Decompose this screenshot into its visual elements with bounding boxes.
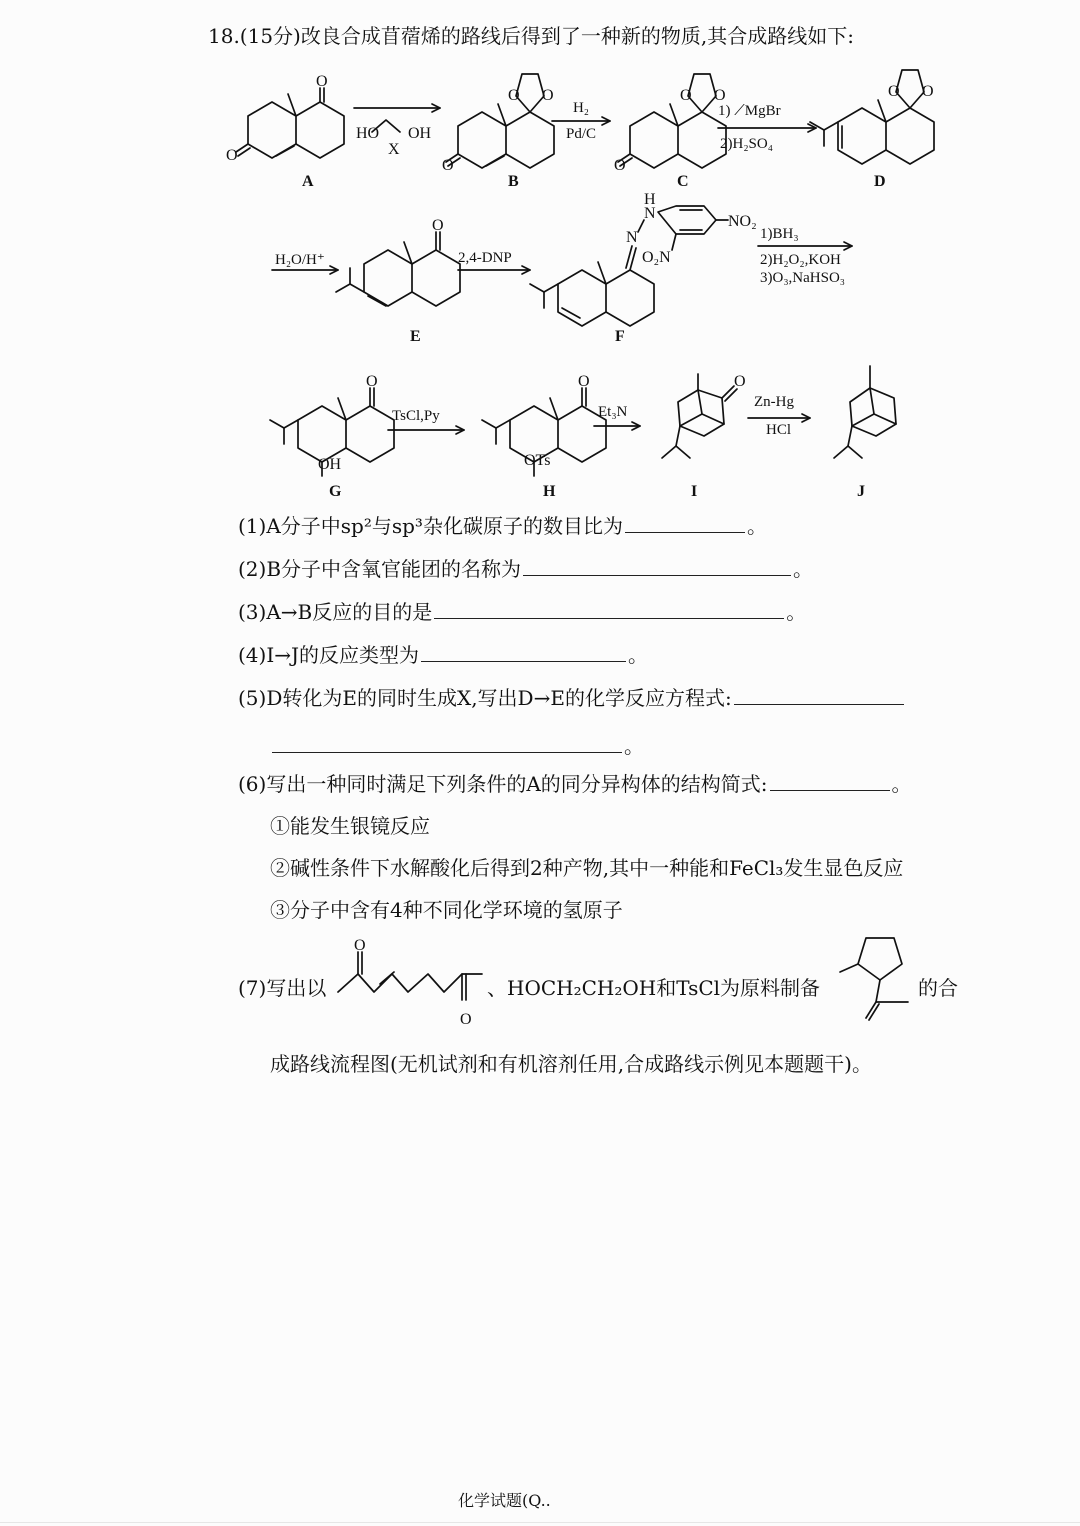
answer-blank-2[interactable] (523, 574, 791, 576)
reagent-et3n: Et₃N (598, 404, 628, 420)
question-7-pre: (7)写出以 (238, 976, 327, 1000)
answer-blank-5a[interactable] (734, 703, 904, 705)
atom-NO2: NO₂ (728, 213, 757, 230)
reagent-tscl: TsCl,Py (392, 408, 440, 424)
reagent-dnp: 2,4-DNP (458, 250, 512, 266)
atom-O: O (226, 147, 238, 164)
atom-O: O (442, 157, 454, 174)
answer-blank-1[interactable] (625, 531, 745, 533)
atom-O: O (614, 157, 626, 174)
reagent-bh3: 1)BH₃ (760, 226, 799, 242)
svg-text:X: X (388, 141, 400, 158)
page-footer: 化学试题(Q.. (458, 1491, 551, 1510)
arrow-a-b (352, 100, 447, 160)
label-D: D (874, 173, 886, 190)
label-B: B (508, 173, 519, 190)
atom-O: O (578, 373, 590, 390)
arrow-g-h (386, 424, 468, 436)
answer-blank-3[interactable] (434, 617, 784, 619)
question-7-post: 的合 (918, 976, 958, 1000)
svg-text:HO: HO (356, 125, 380, 142)
reagent-h2o: H₂O/H⁺ (275, 252, 325, 268)
atom-O: O (922, 83, 934, 100)
bottom-divider (0, 1522, 1080, 1523)
compound-J-structure (824, 362, 924, 472)
question-3: (3)A→B反应的目的是 。 (238, 600, 807, 624)
atom-O: O (460, 1011, 472, 1028)
answer-blank-4[interactable] (421, 660, 626, 662)
question-4: (4)I→J的反应类型为 。 (238, 643, 649, 667)
atom-H: H (644, 191, 656, 208)
arrow-f-g (756, 240, 856, 252)
label-E: E (410, 328, 421, 345)
compound-D-structure (820, 56, 934, 166)
reagent-znhg: Zn-Hg (754, 394, 794, 410)
atom-O: O (354, 937, 366, 954)
target-product-structure (836, 930, 916, 1030)
reagent-hcl: HCl (766, 422, 792, 438)
starting-material-structure (336, 936, 486, 1026)
atom-O: O (714, 87, 726, 104)
atom-O: O (888, 83, 900, 100)
atom-N: N (644, 205, 656, 222)
label-A: A (302, 173, 314, 190)
atom-O: O (734, 373, 746, 390)
atom-O: O (542, 87, 554, 104)
compound-E-structure (346, 214, 456, 324)
arrow-c-d (716, 122, 821, 134)
atom-N: N (626, 229, 638, 246)
question-7-mid: 、HOCH₂CH₂OH和TsCl为原料制备 (487, 976, 821, 1000)
question-header: 18.(15分)改良合成苜蓿烯的路线后得到了一种新的物质,其合成路线如下: (208, 24, 854, 48)
reagent-o3: 3)O₃,NaHSO₃ (760, 270, 846, 286)
compound-C-structure (614, 60, 732, 174)
question-6: (6)写出一种同时满足下列条件的A的同分异构体的结构简式: 。 (238, 772, 912, 796)
atom-O: O (680, 87, 692, 104)
atom-O: O (508, 87, 520, 104)
condition-1: ①能发生银镜反应 (270, 814, 430, 838)
question-2: (2)B分子中含氧官能团的名称为 。 (238, 557, 814, 581)
reagent-pdc: Pd/C (565, 126, 596, 142)
compound-F-structure (540, 191, 770, 326)
arrow-e-f (456, 264, 534, 276)
label-G: G (329, 483, 342, 500)
answer-blank-6[interactable] (770, 789, 890, 791)
question-5: (5)D转化为E的同时生成X,写出D→E的化学反应方程式: (238, 682, 906, 711)
label-I: I (691, 483, 698, 500)
atom-OTs: OTs (524, 452, 551, 469)
atom-O: O (432, 217, 444, 234)
reagent-h2: H₂ (572, 100, 590, 116)
label-F: F (615, 328, 625, 345)
condition-2: ②碱性条件下水解酸化后得到2种产物,其中一种能和FeCl₃发生显色反应 (270, 856, 904, 880)
arrow-h-i (592, 420, 644, 432)
label-J: J (857, 483, 865, 500)
atom-O: O (316, 73, 328, 90)
condition-3: ③分子中含有4种不同化学环境的氢原子 (270, 898, 623, 922)
label-C: C (677, 173, 689, 190)
atom-O: O (366, 373, 378, 390)
question-7-line2: 成路线流程图(无机试剂和有机溶剂任用,合成路线示例见本题题干)。 (270, 1052, 872, 1076)
reagent-h2o2: 2)H₂O₂,KOH (760, 252, 841, 268)
question-1: (1)A分子中sp²与sp³杂化碳原子的数目比为 。 (238, 514, 767, 538)
compound-I-structure (652, 362, 752, 472)
reagent-grignard: 1) ⟋MgBr (718, 103, 781, 119)
atom-O2N: O₂N (642, 249, 671, 266)
atom-OH: OH (318, 456, 342, 473)
arrow-d-e (270, 264, 342, 276)
compound-A-structure (226, 73, 350, 170)
answer-blank-5b[interactable] (272, 751, 622, 753)
reagent-h2so4: 2)H₂SO₄ (720, 136, 773, 152)
svg-text:OH: OH (408, 125, 432, 142)
question-5-line2: 。 (270, 730, 644, 759)
compound-B-structure (442, 60, 560, 174)
label-H: H (543, 483, 556, 500)
